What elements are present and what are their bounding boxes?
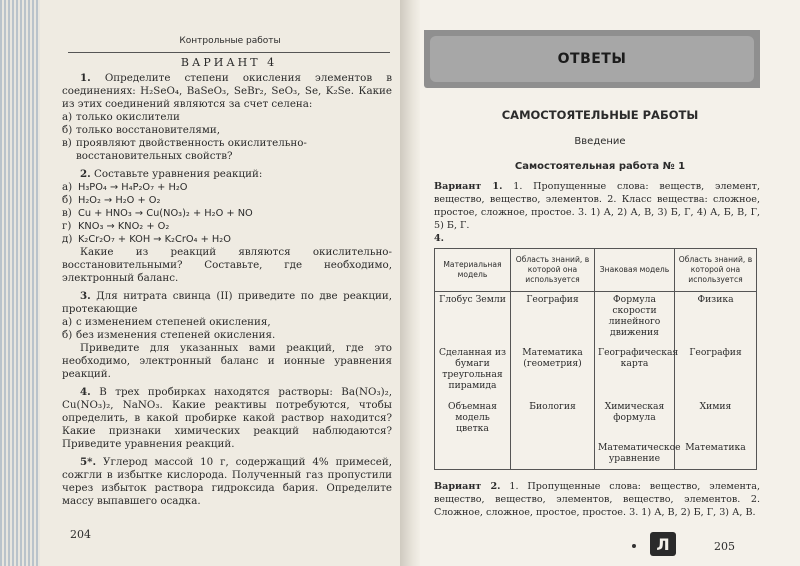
variant-1-text: 1. Пропущенные слова: веществ, элемент, вещество, вещество, элементов. 2. Класс вещества: сложное, простое, сложное, простое. 3. 1) А, 2) А, В, 3) Б, Г, 4) А, Б, В, Г, 5) Б, Г. <box>434 181 760 231</box>
task-1-number: 1. <box>80 72 91 84</box>
table-cell <box>435 440 511 470</box>
variant-2-label: Вариант 2. <box>434 481 501 492</box>
table-cell: Математика (геометрия) <box>511 345 595 398</box>
table-cell: Химия <box>675 399 757 440</box>
table-row <box>435 399 757 440</box>
task-3-question: Приведите для указанных вами реакций, где это необходимо, электронный баланс и ионные уравнения реакций. <box>62 342 392 380</box>
variant-2-text: 1. Пропущенные слова: вещество, элемента, вещество, вещество, элементов, вещество, элементов. 2. Сложное, сложное, простое, простое. 3. 1) А, В, 2) Б, Г, 3) А, В. <box>434 481 760 518</box>
equation: г) KNO₃ → KNO₂ + O₂ <box>62 220 170 232</box>
section-title: САМОСТОЯТЕЛЬНЫЕ РАБОТЫ <box>501 108 699 122</box>
table-header: Знаковая модель <box>595 249 675 292</box>
task-4 <box>62 386 392 451</box>
task-4-number: 4. <box>80 386 91 398</box>
variant-1-task-4: 4. <box>434 233 445 244</box>
table-cell: Биология <box>511 399 595 440</box>
task-1-option: в) проявляют двойственность окислительно-восстановительных свойств? <box>62 137 307 162</box>
equation: а) H₃PO₄ → H₄P₂O₇ + H₂O <box>62 181 188 193</box>
task-1-option: б) только восстановителями, <box>62 124 221 136</box>
variant-1-label: Вариант 1. <box>434 181 503 192</box>
answers-banner-inner <box>430 36 754 82</box>
table-cell: Математика <box>675 440 757 470</box>
page-number-left: 204 <box>70 528 91 541</box>
equation: в) Cu + HNO₃ → Cu(NO₃)₂ + H₂O + NO <box>62 207 253 219</box>
task-1-option: а) только окислители <box>62 111 180 123</box>
running-head: Контрольные работы <box>179 36 281 46</box>
models-table <box>434 248 757 470</box>
table-header: Материальная модель <box>435 249 511 292</box>
task-3-number: 3. <box>80 290 91 302</box>
table-cell <box>511 440 595 470</box>
table-cell: Географическая карта <box>595 345 675 398</box>
task-5-text: Углерод массой 10 г, содержащий 4% примесей, сожгли в избытке кислорода. Полученный газ пропустили через избыток раствора гидроксида бария. Определите массу выпавшего осадка. <box>62 456 392 507</box>
answers-title: ОТВЕТЫ <box>557 51 627 67</box>
variant-title: ВАРИАНТ 4 <box>180 56 278 69</box>
equation: д) K₂Cr₂O₇ + KOH → K₂CrO₄ + H₂O <box>62 233 231 245</box>
table-cell: Химическая формула <box>595 399 675 440</box>
table-row <box>435 345 757 398</box>
task-1 <box>62 72 392 111</box>
variant-2-answers <box>434 480 760 519</box>
task-3-text: Для нитрата свинца (II) приведите по две реакции, протекающие <box>62 290 392 315</box>
task-2-text: Составьте уравнения реакций: <box>94 168 263 180</box>
task-2-number: 2. <box>80 168 91 180</box>
decorative-dot <box>632 544 636 548</box>
table-header: Область знаний, в которой она используется <box>675 249 757 292</box>
labirint-logo-icon: Л <box>650 532 676 556</box>
task-3 <box>62 290 392 316</box>
table-cell: География <box>675 345 757 398</box>
left-page-body <box>62 72 392 508</box>
equation: б) H₂O₂ → H₂O + O₂ <box>62 194 161 206</box>
table-header: Область знаний, в которой она используется <box>511 249 595 292</box>
variant-1-answers <box>434 180 760 245</box>
task-1-text: Определите степени окисления элементов в соединениях: H₂SeO₄, BaSeO₃, SeBr₂, SeO₃, Se, K₂Se. Какие из этих соединений являются за счет селена: <box>62 72 392 110</box>
answers-banner <box>424 30 760 88</box>
table-cell: Сделанная из бумаги треугольная пирамида <box>435 345 511 398</box>
table-cell: Математическое уравнение <box>595 440 675 470</box>
task-3-option: а) с изменением степеней окисления, <box>62 316 271 328</box>
table-cell: Формула скорости линейного движения <box>595 292 675 346</box>
work-title: Самостоятельная работа № 1 <box>514 161 686 172</box>
task-5 <box>62 456 392 508</box>
table-cell: Объемная модель цветка <box>435 399 511 440</box>
task-2-question: Какие из реакций являются окислительно-восстановительными? Составьте, где необходимо, электронный баланс. <box>62 246 392 284</box>
page-number-right: 205 <box>714 540 735 553</box>
task-5-number: 5*. <box>80 456 97 468</box>
table-cell: Глобус Земли <box>435 292 511 346</box>
task-3-option: б) без изменения степеней окисления. <box>62 329 276 341</box>
table-cell: География <box>511 292 595 346</box>
table-header-row <box>435 249 757 292</box>
table-row <box>435 440 757 470</box>
table-cell: Физика <box>675 292 757 346</box>
intro-label: Введение <box>574 136 626 147</box>
header-rule <box>68 52 390 53</box>
table-row <box>435 292 757 346</box>
task-2 <box>62 168 392 181</box>
book-spine <box>400 0 422 566</box>
task-4-text: В трех пробирках находятся растворы: Ba(NO₃)₂, Cu(NO₃)₂, NaNO₃. Какие реактивы потребуются, чтобы определить, в какой пробирке какой раствор находится? Какие признаки химических реакций наблюдаются? Приведите уравнения реакций. <box>62 386 393 450</box>
